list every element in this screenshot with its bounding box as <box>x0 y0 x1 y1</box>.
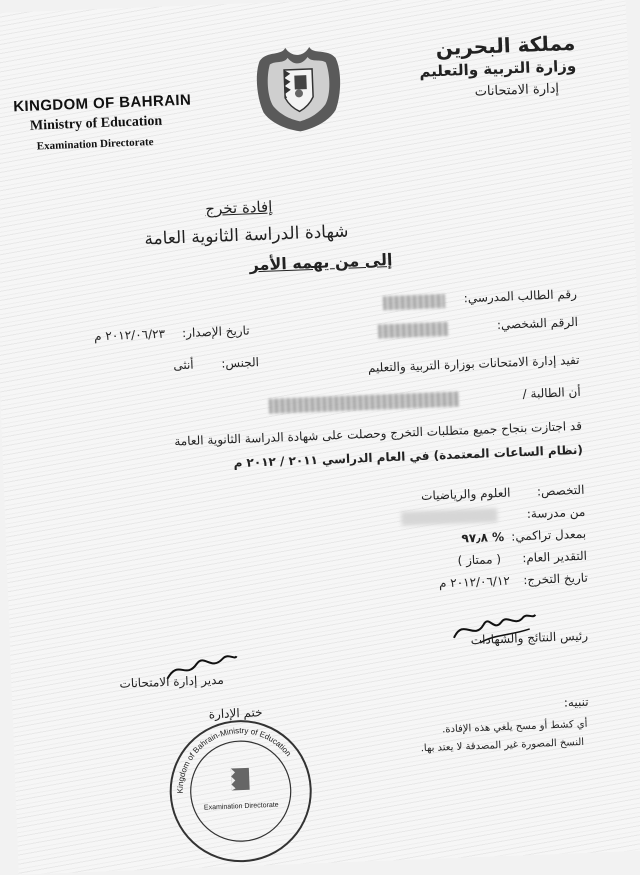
specialization-value: العلوم والرياضيات <box>420 485 511 504</box>
grade-label: التقدير العام: <box>522 548 588 566</box>
student-name-redaction <box>269 391 459 413</box>
results-head-title: رئيس النتائج والشهادات <box>470 628 589 648</box>
specialization-label: التخصص: <box>536 482 585 499</box>
school-label: من مدرسة: <box>526 504 586 521</box>
director-title: مدير إدارة الامتحانات <box>119 672 225 691</box>
en-ministry-title: Ministry of Education <box>29 113 163 134</box>
personal-no-label: الرقم الشخصي: <box>496 314 579 332</box>
note-2: النسخ المصورة غير المصدقة لا يعتد بها. <box>420 736 585 755</box>
graduation-date-label: تاريخ التخرج: <box>523 570 589 588</box>
note-1: أي كشط أو مسح يلغي هذه الإفادة. <box>441 718 588 736</box>
student-no-redaction <box>383 294 445 310</box>
gpa-label: بمعدل تراكمي: <box>510 526 587 544</box>
ar-directorate-title: إدارة الامتحانات <box>474 81 560 100</box>
gender-label: الجنس: <box>221 355 260 371</box>
note-label: تنبيه: <box>563 694 589 710</box>
certificate-name: شهادة الدراسة الثانوية العامة <box>144 221 349 250</box>
certify-text: تفيد إدارة الامتحانات بوزارة التربية والتعليم <box>367 352 580 375</box>
coat-of-arms-emblem <box>249 44 348 136</box>
graduation-date-value: ٢٠١٢/٠٦/١٢ م <box>438 573 511 591</box>
grade-value: ( ممتاز ) <box>457 551 502 568</box>
student-label: أن الطالبة / <box>522 384 581 402</box>
gender-value: أنثى <box>173 357 194 373</box>
system-text: (نظام الساعات المعتمدة) في العام الدراسي ٢٠١١ / ٢٠١٢ م <box>233 442 584 471</box>
personal-no-redaction <box>378 322 448 339</box>
school-student-no-label: رقم الطالب المدرسي: <box>463 286 578 306</box>
school-name-redaction <box>401 508 497 526</box>
to-whom-heading: إلى من يهمه الأمر <box>249 249 393 275</box>
passed-text: قد اجتازت بنجاح جميع متطلبات التخرج وحصلت على شهادة الدراسة الثانوية العامة <box>174 418 583 449</box>
stamp-outer-en: Kingdom of Bahrain-Ministry of Education <box>175 726 293 794</box>
stamp-label: ختم الإدارة <box>208 705 263 722</box>
stamp-inner-en: Examination Directorate <box>203 801 279 812</box>
gpa-value: % ٩٧٫٨ <box>461 529 505 546</box>
en-directorate-title: Examination Directorate <box>36 136 154 153</box>
en-kingdom-title: KINGDOM OF BAHRAIN <box>12 91 192 116</box>
ar-kingdom-title: مملكة البحرين <box>435 30 576 61</box>
issue-date-value: ٢٠١٢/٠٦/٢٣ م <box>93 326 166 344</box>
issue-date-label: تاريخ الإصدار: <box>181 323 250 341</box>
certificate-title: إفادة تخرج <box>204 197 273 219</box>
official-stamp <box>163 713 319 869</box>
ar-ministry-title: وزارة التربية والتعليم <box>419 56 577 81</box>
